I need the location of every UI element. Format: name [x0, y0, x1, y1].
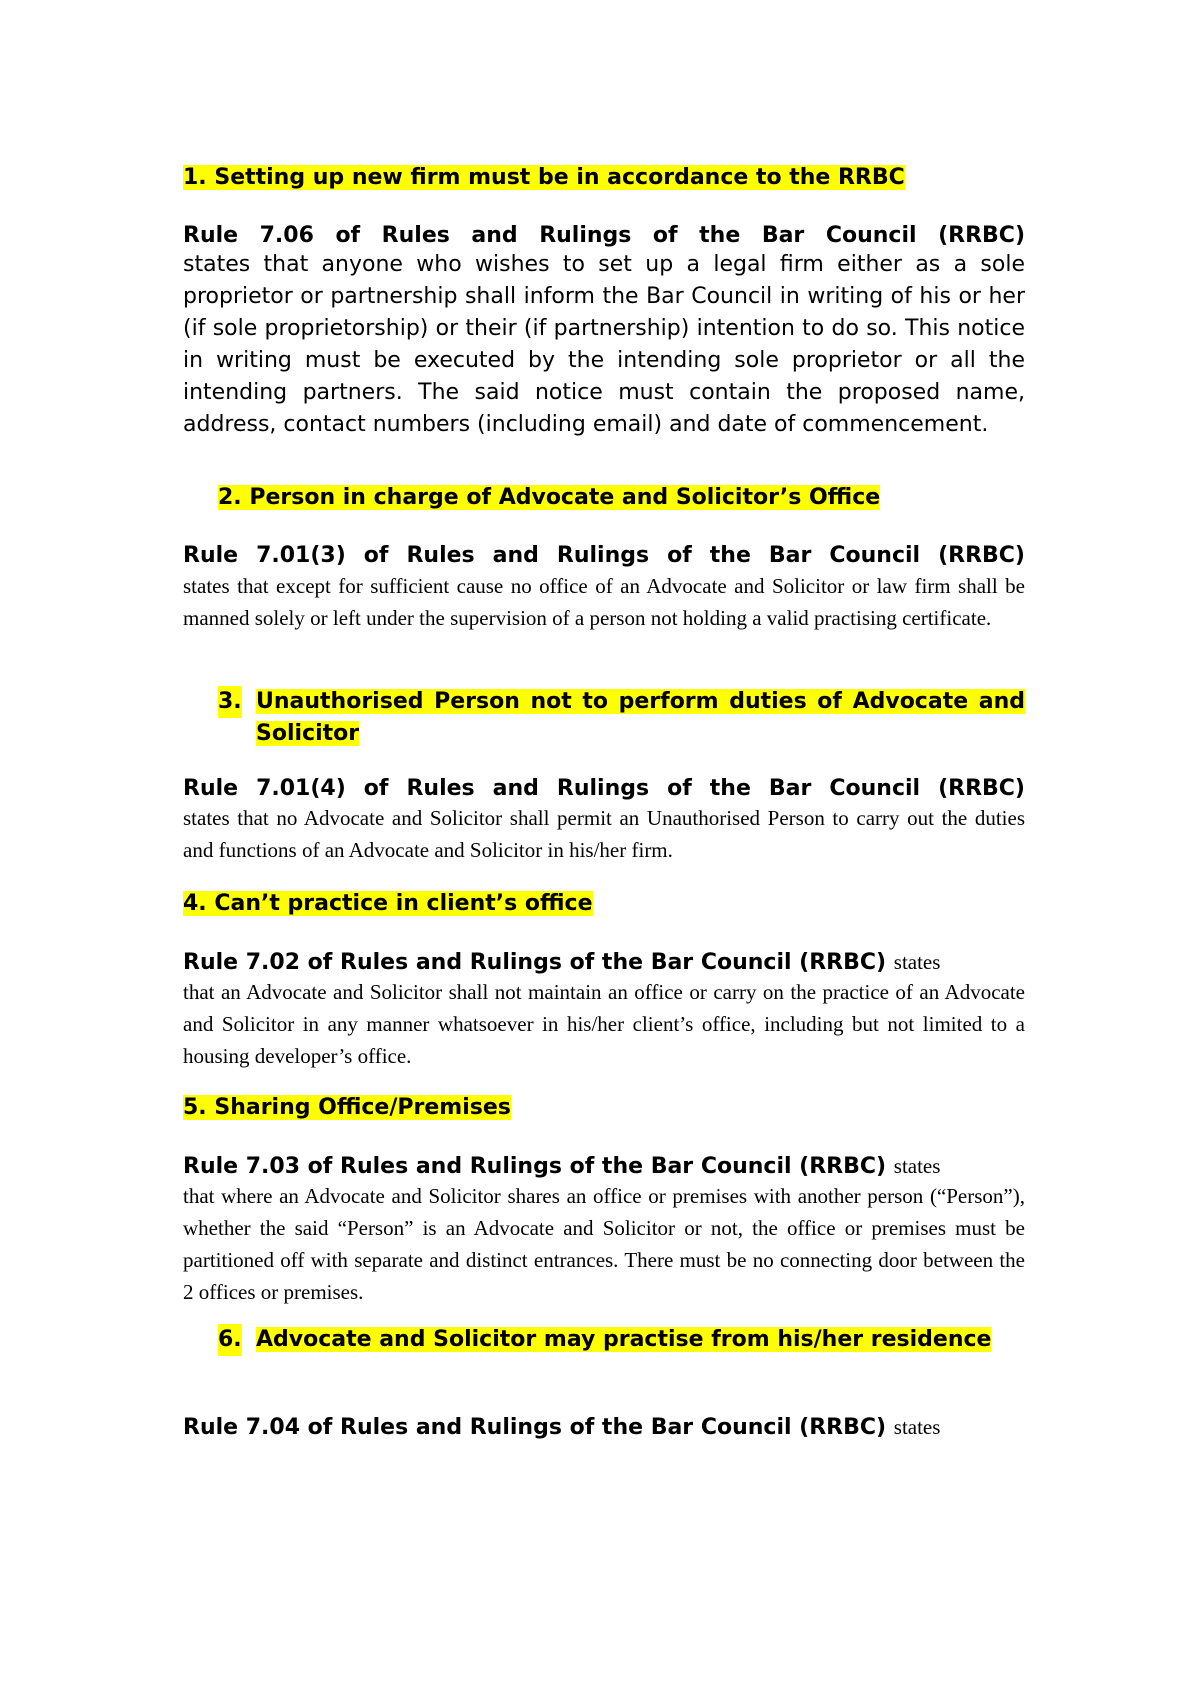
section-6-rule — [183, 1411, 1025, 1444]
rule-tail: states — [893, 1415, 941, 1439]
section-3-rule: Rule 7.01(4) of Rules and Rulings of the Bar Council (RRBC) — [183, 776, 1025, 801]
section-number: 4. — [183, 891, 207, 916]
section-2-body: states that except for sufficient cause no office of an Advocate and Solicitor or law firm shall be manned solely or left under the supervision of a person not holding a valid practising certificate. — [183, 574, 1025, 630]
section-title: Can’t practice in client’s office — [214, 891, 593, 916]
rule-citation: Rule 7.04 of Rules and Rulings of the Bar Council (RRBC) — [183, 1415, 887, 1440]
rule-citation: Rule 7.03 of Rules and Rulings of the Bar Council (RRBC) — [183, 1154, 887, 1179]
section-title: Unauthorised Person not to perform duties of Advocate and Solicitor — [256, 689, 1025, 746]
rule-citation: Rule 7.02 of Rules and Rulings of the Bar Council (RRBC) — [183, 950, 887, 975]
section-number: 3. — [218, 686, 242, 718]
rule-tail: states — [893, 950, 941, 974]
section-4-heading — [183, 888, 1025, 920]
section-5-body: that where an Advocate and Solicitor shares an office or premises with another person (“Person”), whether the said “Person” is an Advocate and Solicitor or not, the office or premises must be partitioned off with separate and distinct entrances. There must be no connecting door between the 2 offices or premises. — [183, 1184, 1025, 1304]
section-number: 2. — [218, 485, 242, 510]
section-title: Advocate and Solicitor may practise from his/her residence — [256, 1327, 992, 1352]
section-4-body: that an Advocate and Solicitor shall not maintain an office or carry on the practice of an Advocate and Solicitor in any manner whatsoever in his/her client’s office, including but not limited to a housing developer’s office. — [183, 980, 1025, 1068]
section-6-heading — [218, 1324, 1025, 1356]
section-title: Sharing Office/Premises — [214, 1095, 511, 1120]
section-4-rule — [183, 946, 1025, 979]
section-1-rule: Rule 7.06 of Rules and Rulings of the Bar Council (RRBC) — [183, 223, 1025, 248]
section-5-rule — [183, 1150, 1025, 1183]
section-2-heading — [218, 482, 880, 514]
section-3-heading — [218, 686, 1025, 750]
rule-tail: states — [893, 1154, 941, 1178]
section-number: 1. — [183, 165, 207, 190]
section-title: Person in charge of Advocate and Solicitor’s Office — [249, 485, 881, 510]
section-3-body: states that no Advocate and Solicitor shall permit an Unauthorised Person to carry out the duties and functions of an Advocate and Solicitor in his/her firm. — [183, 806, 1025, 862]
section-1-body: states that anyone who wishes to set up a legal firm either as a sole proprietor or partnership shall inform the Bar Council in writing of his or her (if sole proprietorship) or their (if partnership) intention to do so. This notice in writing must be executed by the intending sole proprietor or all the intending partners. The said notice must contain the proposed name, address, contact numbers (including email) and date of commencement. — [183, 252, 1025, 437]
section-number: 6. — [218, 1324, 242, 1356]
section-5-heading — [183, 1092, 1025, 1124]
section-title: Setting up new firm must be in accordance to the RRBC — [214, 165, 905, 190]
section-2-rule: Rule 7.01(3) of Rules and Rulings of the Bar Council (RRBC) — [183, 543, 1025, 568]
section-number: 5. — [183, 1095, 207, 1120]
section-1-heading — [183, 162, 1025, 194]
